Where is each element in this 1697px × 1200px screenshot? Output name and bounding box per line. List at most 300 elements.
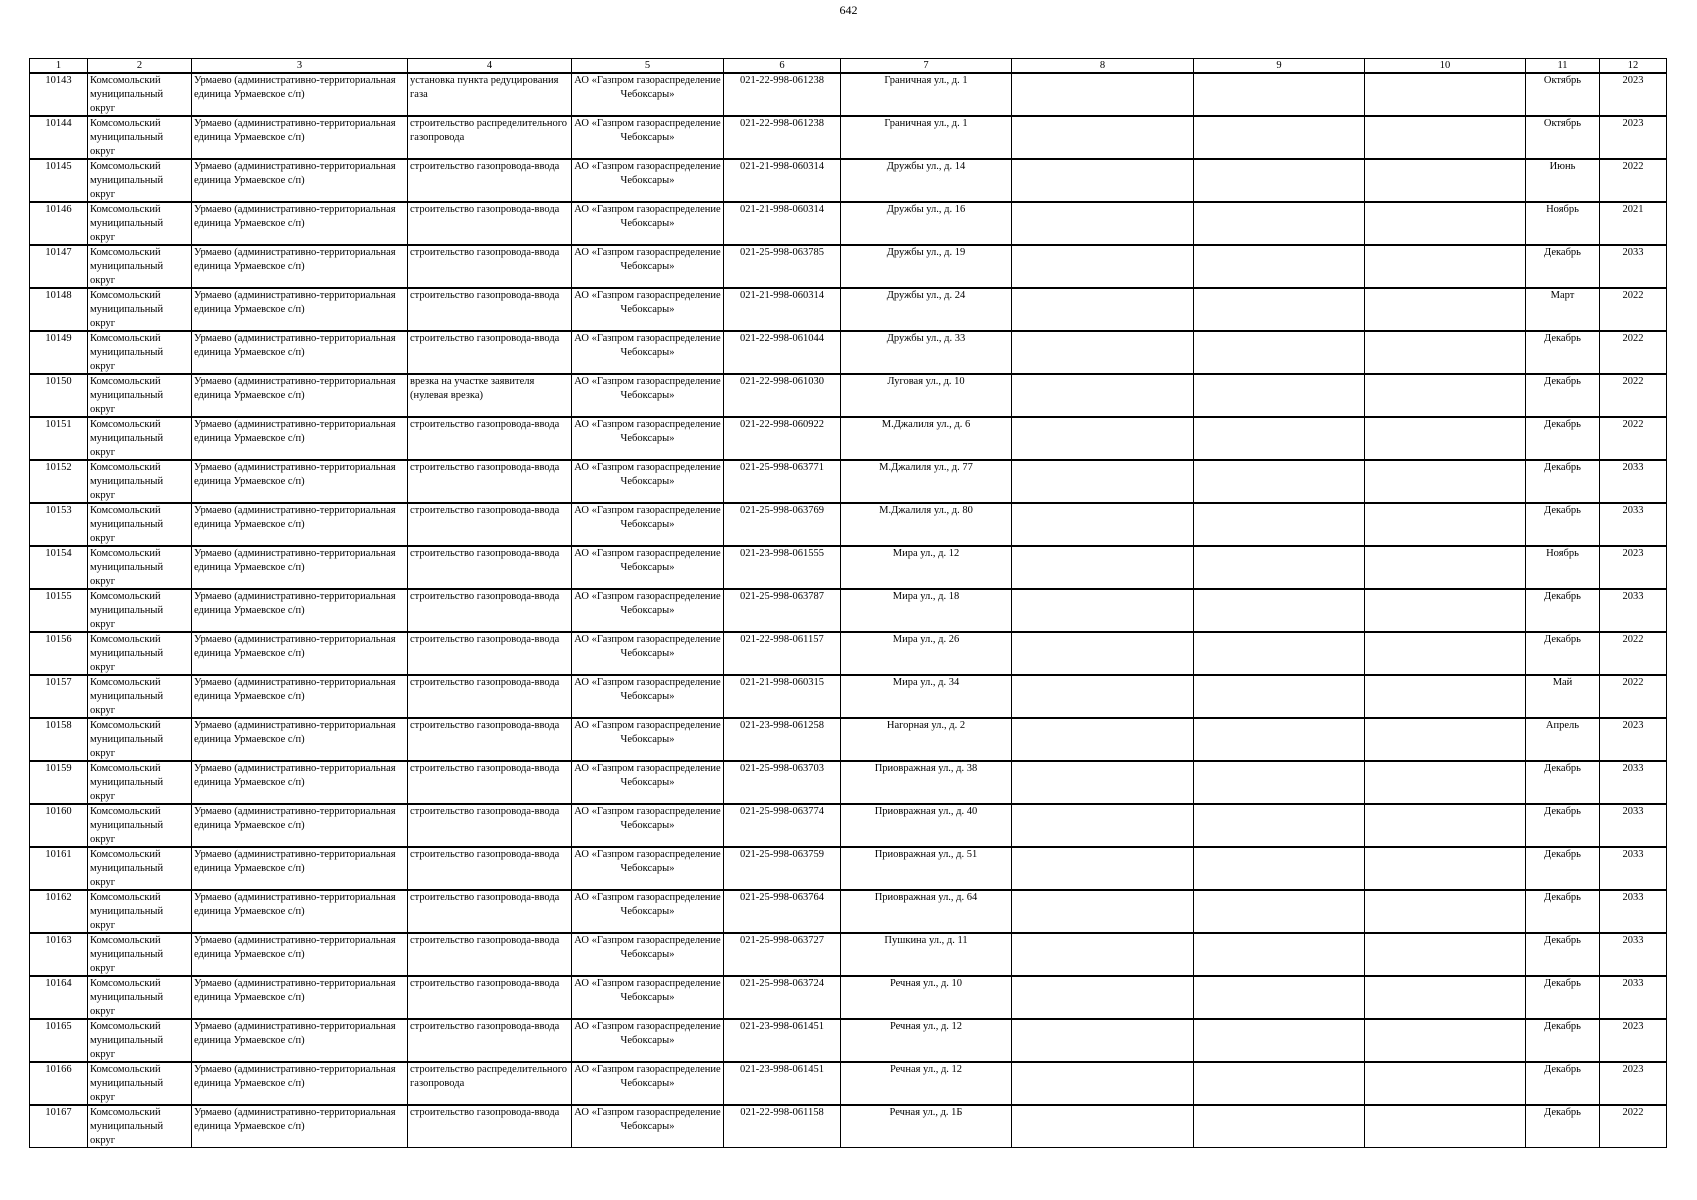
locality-cell — [192, 159, 408, 202]
row-number — [30, 890, 88, 933]
work-type-cell-text: строительство газопровода-ввода — [410, 806, 560, 817]
column-9-cell — [1194, 847, 1365, 890]
locality-cell — [192, 1105, 408, 1148]
work-type-cell — [408, 933, 572, 976]
district-cell — [88, 417, 192, 460]
work-type-cell — [408, 718, 572, 761]
organization-cell-text: АО «Газпром газораспределение Чебоксары» — [574, 1107, 721, 1132]
month-cell — [1526, 632, 1600, 675]
work-type-cell — [408, 890, 572, 933]
organization-cell-text: АО «Газпром газораспределение Чебоксары» — [574, 634, 721, 659]
column-10-cell — [1365, 761, 1526, 804]
table-row — [30, 417, 1667, 460]
row-number-text: 10147 — [45, 247, 72, 258]
application-code-cell — [724, 804, 841, 847]
organization-cell-text: АО «Газпром газораспределение Чебоксары» — [574, 720, 721, 745]
column-8-cell — [1012, 890, 1194, 933]
application-code-cell — [724, 1105, 841, 1148]
application-code-cell — [724, 159, 841, 202]
district-cell-text: Комсомольский муниципальный округ — [90, 1021, 164, 1060]
locality-cell-text: Урмаево (административно-территориальная единица Урмаевское с/п) — [194, 419, 396, 444]
column-8-cell — [1012, 1062, 1194, 1105]
organization-cell — [572, 890, 724, 933]
column-10-cell — [1365, 933, 1526, 976]
work-type-cell — [408, 159, 572, 202]
column-8-cell — [1012, 675, 1194, 718]
month-cell-text: Декабрь — [1544, 978, 1581, 989]
locality-cell-text: Урмаево (административно-территориальная единица Урмаевское с/п) — [194, 290, 396, 315]
address-cell-text: Речная ул., д. 12 — [889, 1064, 963, 1075]
district-cell-text: Комсомольский муниципальный округ — [90, 1064, 164, 1103]
column-10-cell — [1365, 1105, 1526, 1148]
year-cell — [1600, 976, 1667, 1019]
column-10-cell — [1365, 718, 1526, 761]
column-8-cell — [1012, 847, 1194, 890]
column-9-cell — [1194, 245, 1365, 288]
year-cell — [1600, 202, 1667, 245]
work-type-cell-text: строительство газопровода-ввода — [410, 935, 560, 946]
organization-cell — [572, 675, 724, 718]
address-cell-text: Дружбы ул., д. 16 — [886, 204, 966, 215]
application-code-cell — [724, 1019, 841, 1062]
locality-cell — [192, 933, 408, 976]
table-row — [30, 1019, 1667, 1062]
month-cell — [1526, 589, 1600, 632]
district-cell-text: Комсомольский муниципальный округ — [90, 763, 164, 802]
month-cell — [1526, 460, 1600, 503]
column-8-cell — [1012, 761, 1194, 804]
application-code-cell-text: 021-23-998-061258 — [740, 720, 824, 731]
row-number — [30, 933, 88, 976]
column-9-cell — [1194, 460, 1365, 503]
column-8-cell — [1012, 374, 1194, 417]
work-type-cell-text: строительство газопровода-ввода — [410, 591, 560, 602]
organization-cell-text: АО «Газпром газораспределение Чебоксары» — [574, 462, 721, 487]
column-10-cell — [1365, 632, 1526, 675]
application-code-cell — [724, 761, 841, 804]
work-type-cell — [408, 1019, 572, 1062]
address-cell — [841, 933, 1012, 976]
address-cell-text: Приовражная ул., д. 51 — [874, 849, 978, 860]
address-cell — [841, 331, 1012, 374]
month-cell-text: Октябрь — [1543, 118, 1582, 129]
district-cell — [88, 288, 192, 331]
application-code-cell-text: 021-25-998-063785 — [740, 247, 824, 258]
address-cell-text: Мира ул., д. 12 — [892, 548, 960, 559]
locality-cell-text: Урмаево (административно-территориальная единица Урмаевское с/п) — [194, 247, 396, 272]
address-cell — [841, 417, 1012, 460]
column-9-cell — [1194, 331, 1365, 374]
row-number-text: 10156 — [45, 634, 72, 645]
locality-cell — [192, 761, 408, 804]
application-code-cell-text: 021-22-998-061238 — [740, 118, 824, 129]
locality-cell-text: Урмаево (административно-территориальная единица Урмаевское с/п) — [194, 1107, 396, 1132]
organization-cell — [572, 288, 724, 331]
month-cell — [1526, 159, 1600, 202]
year-cell — [1600, 245, 1667, 288]
work-type-cell — [408, 804, 572, 847]
organization-cell — [572, 1105, 724, 1148]
column-8-cell — [1012, 116, 1194, 159]
application-code-cell-text: 021-25-998-063787 — [740, 591, 824, 602]
locality-cell-text: Урмаево (административно-территориальная единица Урмаевское с/п) — [194, 978, 396, 1003]
district-cell — [88, 890, 192, 933]
row-number-text: 10159 — [45, 763, 72, 774]
work-type-cell — [408, 73, 572, 116]
address-cell — [841, 847, 1012, 890]
organization-cell-text: АО «Газпром газораспределение Чебоксары» — [574, 1064, 721, 1089]
table-row — [30, 890, 1667, 933]
organization-cell-text: АО «Газпром газораспределение Чебоксары» — [574, 763, 721, 788]
work-type-cell-text: строительство газопровода-ввода — [410, 333, 560, 344]
row-number-text: 10166 — [45, 1064, 72, 1075]
address-cell — [841, 503, 1012, 546]
locality-cell-text: Урмаево (административно-территориальная единица Урмаевское с/п) — [194, 1021, 396, 1046]
column-10-cell — [1365, 976, 1526, 1019]
column-9-cell — [1194, 73, 1365, 116]
table-row — [30, 632, 1667, 675]
locality-cell — [192, 116, 408, 159]
organization-cell-text: АО «Газпром газораспределение Чебоксары» — [574, 333, 721, 358]
month-cell — [1526, 1105, 1600, 1148]
row-number-text: 10151 — [45, 419, 72, 430]
column-8-cell — [1012, 589, 1194, 632]
row-number-text: 10157 — [45, 677, 72, 688]
year-cell-text: 2022 — [1622, 290, 1644, 301]
month-cell-text: Декабрь — [1544, 591, 1581, 602]
row-number — [30, 1019, 88, 1062]
table-row — [30, 1105, 1667, 1148]
work-type-cell-text: строительство газопровода-ввода — [410, 462, 560, 473]
row-number — [30, 804, 88, 847]
locality-cell-text: Урмаево (административно-территориальная единица Урмаевское с/п) — [194, 849, 396, 874]
row-number-text: 10150 — [45, 376, 72, 387]
column-8-cell — [1012, 1019, 1194, 1062]
row-number-text: 10163 — [45, 935, 72, 946]
table-row — [30, 1062, 1667, 1105]
locality-cell-text: Урмаево (административно-территориальная единица Урмаевское с/п) — [194, 591, 396, 616]
table-row — [30, 159, 1667, 202]
year-cell — [1600, 417, 1667, 460]
address-cell — [841, 804, 1012, 847]
locality-cell — [192, 1062, 408, 1105]
district-cell — [88, 1019, 192, 1062]
application-code-cell — [724, 847, 841, 890]
month-cell — [1526, 976, 1600, 1019]
month-cell — [1526, 718, 1600, 761]
application-code-cell — [724, 589, 841, 632]
row-number-text: 10149 — [45, 333, 72, 344]
locality-cell-text: Урмаево (административно-территориальная единица Урмаевское с/п) — [194, 806, 396, 831]
address-cell — [841, 1062, 1012, 1105]
column-8-cell — [1012, 73, 1194, 116]
address-cell-text: Дружбы ул., д. 24 — [886, 290, 966, 301]
table-row — [30, 116, 1667, 159]
column-8-cell — [1012, 245, 1194, 288]
district-cell — [88, 460, 192, 503]
month-cell — [1526, 374, 1600, 417]
column-10-cell — [1365, 417, 1526, 460]
locality-cell-text: Урмаево (административно-территориальная единица Урмаевское с/п) — [194, 204, 396, 229]
work-type-cell — [408, 202, 572, 245]
organization-cell-text: АО «Газпром газораспределение Чебоксары» — [574, 505, 721, 530]
work-type-cell — [408, 847, 572, 890]
application-code-cell — [724, 288, 841, 331]
month-cell-text: Декабрь — [1544, 1064, 1581, 1075]
district-cell — [88, 933, 192, 976]
column-10-cell — [1365, 460, 1526, 503]
address-cell-text: Дружбы ул., д. 19 — [886, 247, 966, 258]
address-cell-text: Мира ул., д. 34 — [892, 677, 960, 688]
month-cell — [1526, 847, 1600, 890]
month-cell-text: Декабрь — [1544, 1107, 1581, 1118]
application-code-cell — [724, 933, 841, 976]
work-type-cell-text: строительство газопровода-ввода — [410, 634, 560, 645]
table-row — [30, 503, 1667, 546]
application-code-cell-text: 021-25-998-063769 — [740, 505, 824, 516]
organization-cell — [572, 417, 724, 460]
locality-cell — [192, 73, 408, 116]
column-9-cell — [1194, 546, 1365, 589]
district-cell — [88, 847, 192, 890]
district-cell-text: Комсомольский муниципальный округ — [90, 978, 164, 1017]
year-cell — [1600, 1062, 1667, 1105]
organization-cell-text: АО «Газпром газораспределение Чебоксары» — [574, 591, 721, 616]
address-cell-text: Дружбы ул., д. 14 — [886, 161, 966, 172]
locality-cell — [192, 460, 408, 503]
column-9-cell — [1194, 374, 1365, 417]
district-cell — [88, 503, 192, 546]
organization-cell-text: АО «Газпром газораспределение Чебоксары» — [574, 806, 721, 831]
district-cell-text: Комсомольский муниципальный округ — [90, 419, 164, 458]
district-cell-text: Комсомольский муниципальный округ — [90, 462, 164, 501]
column-9-cell — [1194, 589, 1365, 632]
district-cell-text: Комсомольский муниципальный округ — [90, 634, 164, 673]
row-number-text: 10162 — [45, 892, 72, 903]
locality-cell — [192, 202, 408, 245]
column-10-cell — [1365, 804, 1526, 847]
district-cell-text: Комсомольский муниципальный округ — [90, 935, 164, 974]
column-10-cell — [1365, 546, 1526, 589]
address-cell — [841, 675, 1012, 718]
district-cell-text: Комсомольский муниципальный округ — [90, 548, 164, 587]
year-cell-text: 2033 — [1622, 247, 1644, 258]
month-cell — [1526, 202, 1600, 245]
organization-cell — [572, 202, 724, 245]
month-cell — [1526, 933, 1600, 976]
address-cell — [841, 288, 1012, 331]
application-code-cell-text: 021-22-998-061157 — [740, 634, 824, 645]
row-number — [30, 1062, 88, 1105]
column-8-cell — [1012, 331, 1194, 374]
column-9-cell — [1194, 417, 1365, 460]
district-cell — [88, 374, 192, 417]
application-code-cell-text: 021-25-998-063759 — [740, 849, 824, 860]
row-number — [30, 761, 88, 804]
column-10-cell — [1365, 890, 1526, 933]
organization-cell — [572, 632, 724, 675]
application-code-cell-text: 021-25-998-063703 — [740, 763, 824, 774]
column-10-cell — [1365, 245, 1526, 288]
month-cell — [1526, 890, 1600, 933]
application-code-cell-text: 021-25-998-063724 — [740, 978, 824, 989]
address-cell — [841, 976, 1012, 1019]
address-cell-text: Речная ул., д. 10 — [889, 978, 963, 989]
year-cell-text: 2022 — [1622, 1107, 1644, 1118]
row-number-text: 10146 — [45, 204, 72, 215]
locality-cell — [192, 374, 408, 417]
year-cell-text: 2022 — [1622, 677, 1644, 688]
month-cell — [1526, 804, 1600, 847]
column-header-4: 4 — [408, 59, 572, 74]
organization-cell — [572, 245, 724, 288]
district-cell — [88, 202, 192, 245]
locality-cell-text: Урмаево (административно-территориальная единица Урмаевское с/п) — [194, 634, 396, 659]
application-code-cell-text: 021-23-998-061451 — [740, 1021, 824, 1032]
table-row — [30, 288, 1667, 331]
column-8-cell — [1012, 718, 1194, 761]
column-8-cell — [1012, 933, 1194, 976]
organization-cell — [572, 976, 724, 1019]
table-row — [30, 73, 1667, 116]
organization-cell-text: АО «Газпром газораспределение Чебоксары» — [574, 935, 721, 960]
month-cell-text: Ноябрь — [1546, 548, 1579, 559]
district-cell — [88, 976, 192, 1019]
district-cell-text: Комсомольский муниципальный округ — [90, 118, 164, 157]
column-10-cell — [1365, 73, 1526, 116]
application-code-cell — [724, 331, 841, 374]
column-header-10: 10 — [1365, 59, 1526, 74]
application-code-cell — [724, 632, 841, 675]
locality-cell-text: Урмаево (административно-территориальная единица Урмаевское с/п) — [194, 548, 396, 573]
year-cell-text: 2023 — [1622, 548, 1644, 559]
column-10-cell — [1365, 1062, 1526, 1105]
row-number-text: 10144 — [45, 118, 72, 129]
month-cell-text: Май — [1552, 677, 1573, 688]
month-cell-text: Декабрь — [1544, 505, 1581, 516]
work-type-cell — [408, 1062, 572, 1105]
column-9-cell — [1194, 761, 1365, 804]
application-code-cell-text: 021-21-998-060314 — [740, 204, 824, 215]
organization-cell — [572, 847, 724, 890]
column-9-cell — [1194, 675, 1365, 718]
work-type-cell-text: строительство газопровода-ввода — [410, 763, 560, 774]
address-cell — [841, 761, 1012, 804]
work-type-cell — [408, 503, 572, 546]
district-cell-text: Комсомольский муниципальный округ — [90, 333, 164, 372]
work-type-cell-text: строительство газопровода-ввода — [410, 290, 560, 301]
address-cell — [841, 73, 1012, 116]
table-row — [30, 374, 1667, 417]
work-type-cell — [408, 1105, 572, 1148]
organization-cell — [572, 460, 724, 503]
organization-cell-text: АО «Газпром газораспределение Чебоксары» — [574, 247, 721, 272]
district-cell-text: Комсомольский муниципальный округ — [90, 892, 164, 931]
month-cell-text: Декабрь — [1544, 247, 1581, 258]
column-9-cell — [1194, 116, 1365, 159]
column-9-cell — [1194, 718, 1365, 761]
district-cell-text: Комсомольский муниципальный округ — [90, 204, 164, 243]
month-cell-text: Декабрь — [1544, 763, 1581, 774]
row-number-text: 10161 — [45, 849, 72, 860]
organization-cell — [572, 1019, 724, 1062]
month-cell-text: Март — [1550, 290, 1575, 301]
address-cell-text: Луговая ул., д. 10 — [887, 376, 965, 387]
month-cell-text: Декабрь — [1544, 376, 1581, 387]
work-type-cell — [408, 460, 572, 503]
application-code-cell-text: 021-25-998-063764 — [740, 892, 824, 903]
year-cell-text: 2021 — [1622, 204, 1644, 215]
application-code-cell-text: 021-22-998-061238 — [740, 75, 824, 86]
address-cell — [841, 1105, 1012, 1148]
district-cell — [88, 73, 192, 116]
application-code-cell-text: 021-25-998-063727 — [740, 935, 824, 946]
organization-cell — [572, 73, 724, 116]
work-type-cell — [408, 374, 572, 417]
year-cell-text: 2033 — [1622, 505, 1644, 516]
locality-cell-text: Урмаево (административно-территориальная единица Урмаевское с/п) — [194, 892, 396, 917]
district-cell — [88, 718, 192, 761]
district-cell-text: Комсомольский муниципальный округ — [90, 505, 164, 544]
organization-cell-text: АО «Газпром газораспределение Чебоксары» — [574, 849, 721, 874]
row-number — [30, 976, 88, 1019]
locality-cell-text: Урмаево (административно-территориальная единица Урмаевское с/п) — [194, 333, 396, 358]
organization-cell — [572, 761, 724, 804]
application-code-cell — [724, 675, 841, 718]
locality-cell-text: Урмаево (административно-территориальная единица Урмаевское с/п) — [194, 462, 396, 487]
table-row — [30, 245, 1667, 288]
year-cell — [1600, 374, 1667, 417]
column-10-cell — [1365, 202, 1526, 245]
column-9-cell — [1194, 1105, 1365, 1148]
locality-cell — [192, 503, 408, 546]
application-code-cell — [724, 73, 841, 116]
work-type-cell-text: строительство газопровода-ввода — [410, 720, 560, 731]
work-type-cell-text: установка пункта редуцирования газа — [410, 75, 559, 100]
row-number-text: 10153 — [45, 505, 72, 516]
locality-cell — [192, 632, 408, 675]
month-cell-text: Декабрь — [1544, 333, 1581, 344]
district-cell — [88, 245, 192, 288]
year-cell-text: 2033 — [1622, 462, 1644, 473]
application-code-cell-text: 021-22-998-061030 — [740, 376, 824, 387]
locality-cell — [192, 331, 408, 374]
month-cell-text: Декабрь — [1544, 634, 1581, 645]
work-type-cell — [408, 632, 572, 675]
address-cell-text: Мира ул., д. 18 — [892, 591, 960, 602]
month-cell — [1526, 675, 1600, 718]
work-type-cell — [408, 546, 572, 589]
column-8-cell — [1012, 202, 1194, 245]
address-cell-text: М.Джалиля ул., д. 80 — [879, 505, 973, 516]
year-cell-text: 2023 — [1622, 1064, 1644, 1075]
work-type-cell-text: строительство газопровода-ввода — [410, 505, 560, 516]
organization-cell — [572, 589, 724, 632]
work-type-cell — [408, 761, 572, 804]
month-cell — [1526, 73, 1600, 116]
district-cell — [88, 675, 192, 718]
year-cell-text: 2033 — [1622, 935, 1644, 946]
address-cell-text: Речная ул., д. 12 — [889, 1021, 963, 1032]
year-cell — [1600, 503, 1667, 546]
district-cell — [88, 1062, 192, 1105]
column-9-cell — [1194, 890, 1365, 933]
column-8-cell — [1012, 159, 1194, 202]
address-cell-text: Дружбы ул., д. 33 — [886, 333, 966, 344]
year-cell-text: 2022 — [1622, 161, 1644, 172]
column-header-3: 3 — [192, 59, 408, 74]
locality-cell — [192, 589, 408, 632]
